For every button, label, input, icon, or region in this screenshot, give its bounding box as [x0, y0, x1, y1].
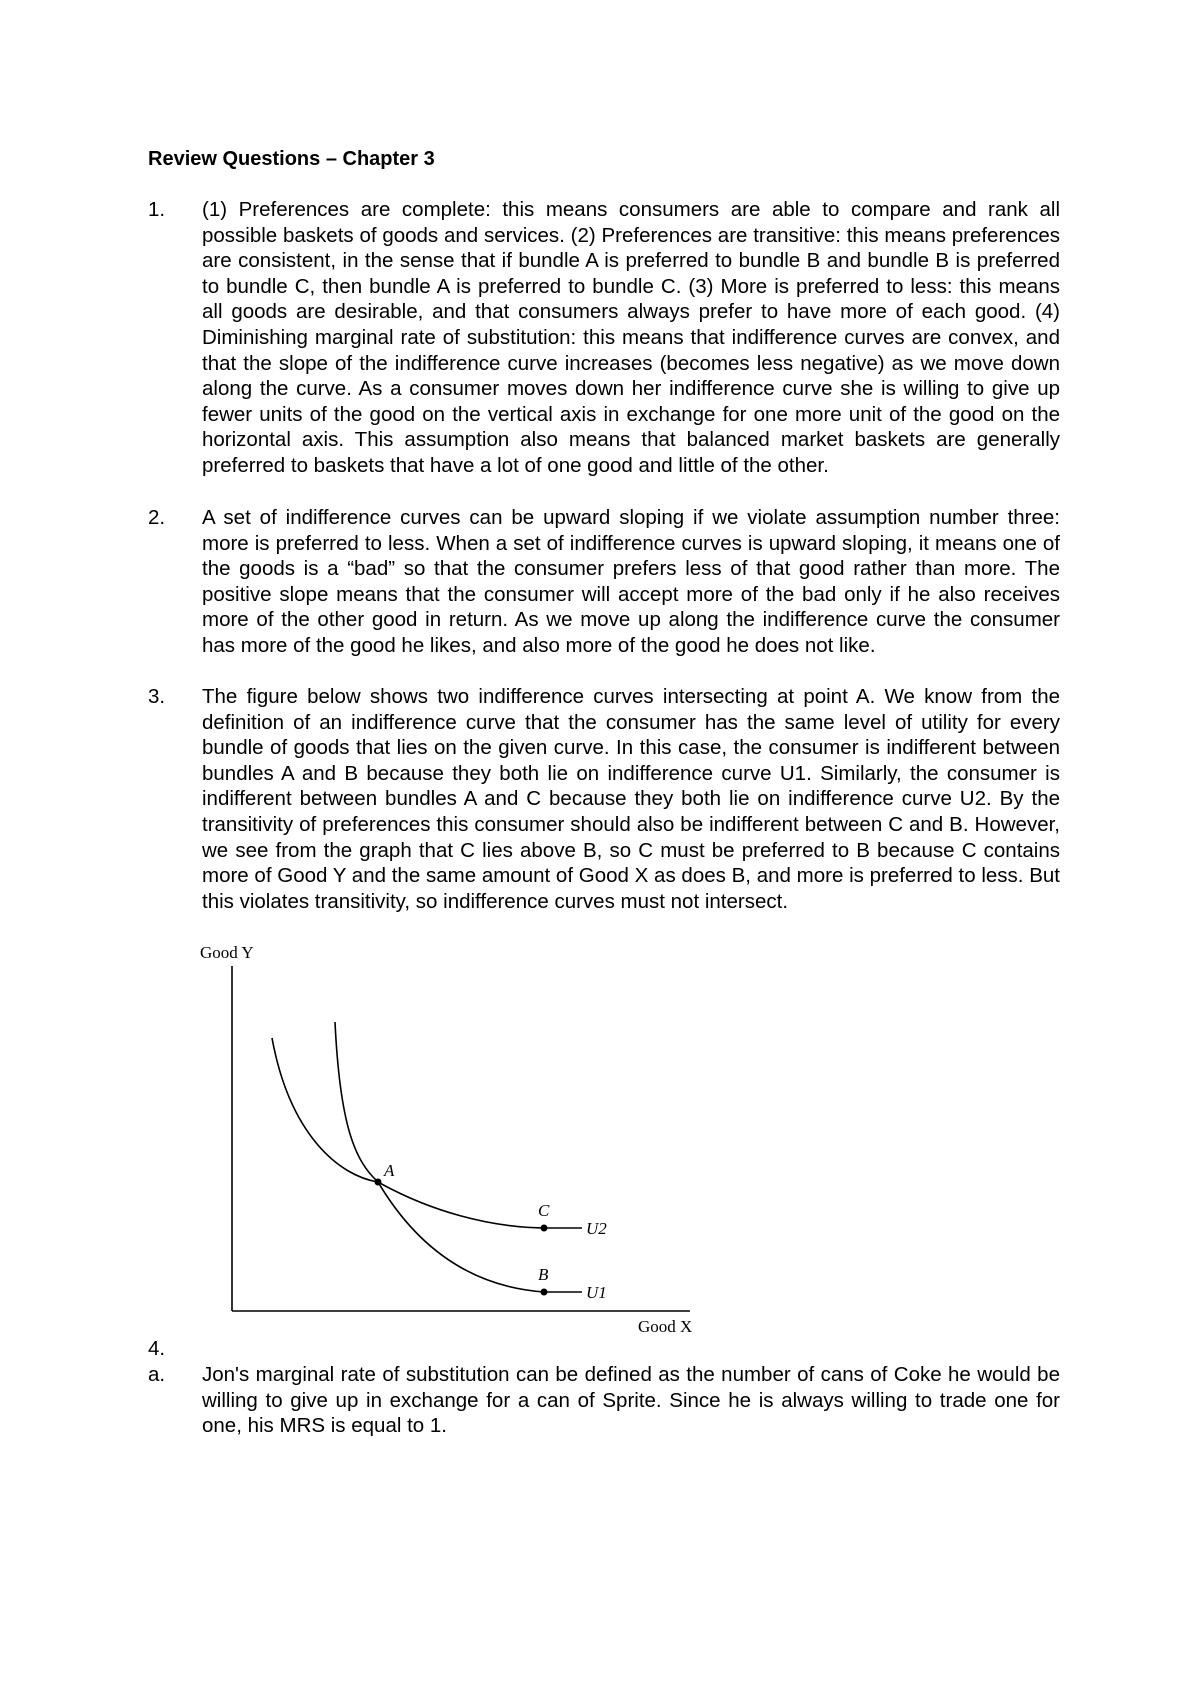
x-axis-label: Good X	[638, 1317, 693, 1336]
document-title: Review Questions – Chapter 3	[148, 148, 435, 170]
question-4a-text: Jon's marginal rate of substitution can be defined as the number of cans of Coke he would be willing to give up in exchange for a can of Sprite. Since he is always willing to trade one for one, his MRS is equal to 1.	[202, 1363, 1060, 1438]
point-b-marker	[541, 1289, 548, 1296]
curve-u1-label: U1	[586, 1283, 607, 1302]
y-axis-label: Good Y	[200, 943, 254, 962]
question-3-text: The figure below shows two indifference curves intersecting at point A. We know from the definition of an indifference curve that the consumer has the same level of utility for every bundle of goods that lies on the given curve. In this case, the consumer is indifferent between bundles A and B because they both lie on indifference curve U1. Similarly, the consumer is indifferent between bundles A and C because they both lie on indifference curve U2. By the transitivity of preferences this consumer should also be indifferent between C and B. However, we see from the graph that C lies above B, so C must be preferred to B because C contains more of Good Y and the same amount of Good X as does B, and more is preferred to less. But this violates transitivity, so indifference curves must not intersect.	[202, 685, 1060, 913]
curve-u2	[272, 1038, 582, 1228]
question-1-text: (1) Preferences are complete: this means consumers are able to compare and rank all possible baskets of goods and services. (2) Preferences are transitive: this means preferences are consistent, in the sense that if bundle A is preferred to bundle B and bundle B is preferred to bundle C, then bundle A is preferred to bundle C. (3) More is preferred to less: this means all goods are desirable, and that consumers always prefer to have more of each good. (4) Diminishing marginal rate of substitution: this means that indifference curves are convex, and that the slope of the indifference curve increases (becomes less negative) as we move down along the curve. As a consumer moves down her indifference curve she is willing to give up fewer units of the good on the vertical axis in exchange for one more unit of the good on the horizontal axis. This assumption also means that balanced market baskets are generally preferred to baskets that have a lot of one good and little of the other.	[202, 198, 1060, 477]
part-label: a.	[148, 1363, 166, 1386]
curve-u2-label: U2	[586, 1219, 607, 1238]
question-4-part-a	[148, 1362, 1060, 1439]
question-number: 2.	[148, 506, 166, 529]
question-number: 4.	[148, 1337, 166, 1360]
point-c-label: C	[538, 1201, 550, 1220]
question-3	[148, 684, 1060, 914]
question-2	[148, 505, 1060, 659]
point-a-marker	[375, 1179, 382, 1186]
curve-u1	[335, 1022, 582, 1292]
point-c-marker	[541, 1225, 548, 1232]
question-2-text: A set of indifference curves can be upward sloping if we violate assumption number three: more is preferred to less. When a set of indifference curves is upward sloping, it means one of the goods is a “bad” so that the consumer prefers less of that good rather than more. The positive slope means that the consumer will accept more of the bad only if he also receives more of the other good in return. As we move up along the indifference curve the consumer has more of the good he likes, and also more of the good he does not like.	[202, 506, 1060, 657]
indifference-curve-figure	[190, 936, 710, 1341]
point-a-label: A	[384, 1161, 395, 1180]
indifference-curve-diagram	[190, 936, 710, 1336]
question-number: 1.	[148, 198, 166, 221]
question-number: 3.	[148, 685, 166, 708]
question-1	[148, 197, 1060, 479]
point-b-label: B	[538, 1265, 549, 1284]
